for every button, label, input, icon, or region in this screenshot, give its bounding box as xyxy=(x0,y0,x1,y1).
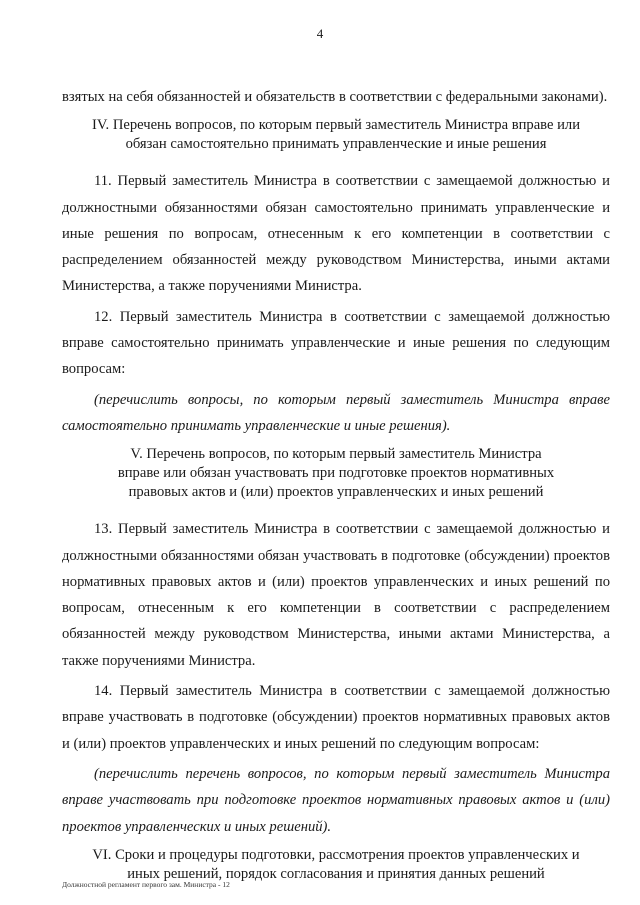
document-body xyxy=(62,84,610,884)
paragraph-14: 14. Первый заместитель Министра в соответствии с замещаемой должностью вправе участвовать в подготовке (обсуждении) проектов нормативных правовых актов и (или) проектов управленческих и иных решений по следующим вопросам: xyxy=(62,683,610,752)
section-v-heading-text: V. Перечень вопросов, по которым первый заместитель Министра вправе или обязан участвовать при подготовке проектов нормативных правовых актов и (или) проектов управленческих и иных решений xyxy=(117,446,555,501)
paragraph-12-note: (перечислить вопросы, по которым первый заместитель Министра вправе самостоятельно принимать управленческие и иные решения). xyxy=(62,391,610,434)
section-iv-heading xyxy=(62,116,610,154)
intro-paragraph: взятых на себя обязанностей и обязательств в соответствии с федеральными законами). xyxy=(62,89,608,105)
document-footer: Должностной регламент первого зам. Министра - 12 xyxy=(62,880,230,889)
section-iv-heading-text: IV. Перечень вопросов, по которым первый заместитель Министра вправе или обязан самостоятельно принимать управленческие и иные решения xyxy=(92,117,580,153)
section-v-heading xyxy=(62,445,610,502)
section-vi-heading xyxy=(62,846,610,884)
page-number: 4 xyxy=(316,26,324,41)
paragraph-11: 11. Первый заместитель Министра в соответствии с замещаемой должностью и должностными обязанностями обязан самостоятельно принимать управленческие и иные решения по вопросам, отнесенным к его компетенции в соответствии с распределением обязанностей между руководством Министерства, иными актами Министерства, а также поручениями Министра. xyxy=(62,173,610,295)
section-vi-heading-text: VI. Сроки и процедуры подготовки, рассмотрения проектов управленческих и иных решений, порядок согласования и принятия данных решений xyxy=(92,846,580,882)
paragraph-12: 12. Первый заместитель Министра в соответствии с замещаемой должностью вправе самостоятельно принимать управленческие и иные решения по следующим вопросам: xyxy=(62,308,610,378)
paragraph-13: 13. Первый заместитель Министра в соответствии с замещаемой должностью и должностными обязанностями обязан участвовать в подготовке (обсуждении) проектов нормативных правовых актов и (или) проектов управленческих и иных решений по вопросам, отнесенным к его компетенции в соответствии с распределением обязанностей между руководством Министерства, иными актами Министерства, а также поручениями Министра. xyxy=(62,521,610,669)
paragraph-14-note: (перечислить перечень вопросов, по которым первый заместитель Министра вправе участвовать при подготовке проектов нормативных правовых актов и (или) проектов управленческих и иных решений). xyxy=(62,765,610,835)
